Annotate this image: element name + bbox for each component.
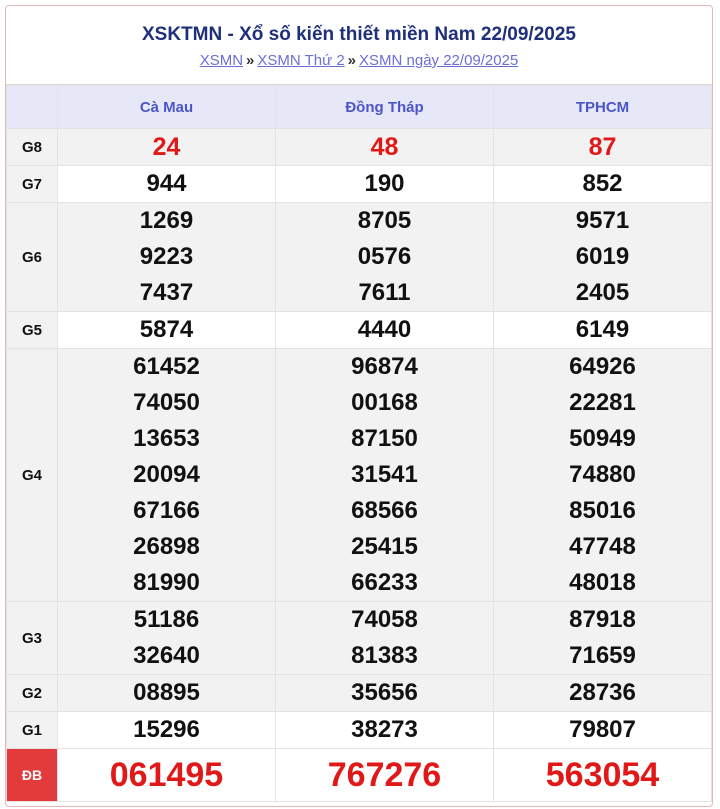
breadcrumb-xsmn-date-link[interactable]: XSMN ngày 22/09/2025 (359, 52, 519, 69)
result-number: 5874 (139, 316, 194, 343)
prize-label: G4 (7, 349, 58, 602)
result-number: 852 (582, 170, 623, 197)
prize-row-g4 (7, 349, 712, 602)
result-number: 00168 (351, 389, 418, 416)
result-cell (276, 349, 494, 602)
result-number: 31541 (351, 461, 418, 488)
result-cell (494, 712, 712, 749)
result-number: 190 (364, 170, 405, 197)
prize-row-g6 (7, 203, 712, 312)
result-cell (276, 749, 494, 802)
page-title: XSKTMN - Xổ số kiến thiết miền Nam 22/09/2025 (142, 24, 576, 45)
result-number: 48018 (569, 569, 636, 596)
province-tphcm[interactable]: TPHCM (494, 86, 712, 129)
result-cell (494, 349, 712, 602)
result-number: 38273 (351, 716, 418, 743)
result-cell (58, 602, 276, 675)
results-header (6, 6, 712, 85)
result-cell (494, 312, 712, 349)
result-cell (494, 129, 712, 166)
result-number: 25415 (351, 533, 418, 560)
result-number: 79807 (569, 716, 636, 743)
result-cell (58, 312, 276, 349)
result-number: 767276 (327, 756, 442, 794)
prize-label: G8 (7, 129, 58, 166)
result-number: 68566 (351, 497, 418, 524)
result-number: 47748 (569, 533, 636, 560)
result-number: 26898 (133, 533, 200, 560)
prize-row-g5 (7, 312, 712, 349)
result-number: 51186 (133, 606, 200, 633)
result-number: 0576 (357, 243, 412, 270)
province-dong-thap[interactable]: Đồng Tháp (276, 86, 494, 129)
result-cell (276, 602, 494, 675)
breadcrumb (6, 52, 712, 70)
prize-label: ĐB (7, 749, 58, 802)
result-number: 9571 (575, 207, 630, 234)
result-number: 6019 (575, 243, 630, 270)
result-number: 563054 (545, 756, 660, 794)
result-cell (58, 166, 276, 203)
result-number: 20094 (133, 461, 200, 488)
results-table (6, 85, 712, 802)
result-number: 1269 (139, 207, 194, 234)
result-number: 9223 (139, 243, 194, 270)
result-cell (276, 129, 494, 166)
result-number: 71659 (569, 642, 636, 669)
result-number: 35656 (351, 679, 418, 706)
result-cell (58, 749, 276, 802)
result-number: 87150 (351, 425, 418, 452)
result-cell (494, 675, 712, 712)
result-cell (494, 602, 712, 675)
result-number: 67166 (133, 497, 200, 524)
result-number: 74880 (569, 461, 636, 488)
province-header-row (7, 86, 712, 129)
result-number: 7611 (358, 279, 411, 306)
prize-label: G1 (7, 712, 58, 749)
result-number: 87 (588, 133, 617, 161)
result-number: 6149 (575, 316, 630, 343)
result-cell (58, 675, 276, 712)
result-number: 15296 (133, 716, 200, 743)
result-number: 64926 (569, 353, 636, 380)
result-number: 2405 (575, 279, 630, 306)
results-panel (5, 5, 713, 807)
prize-label: G2 (7, 675, 58, 712)
result-number: 08895 (133, 679, 200, 706)
breadcrumb-xsmn-thu2-link[interactable]: XSMN Thứ 2 (257, 52, 345, 69)
result-number: 96874 (351, 353, 418, 380)
result-number: 66233 (351, 569, 418, 596)
result-number: 32640 (133, 642, 200, 669)
result-number: 87918 (569, 606, 636, 633)
corner-cell (7, 86, 58, 129)
result-number: 74058 (351, 606, 418, 633)
breadcrumb-xsmn-link[interactable]: XSMN (199, 52, 244, 69)
result-cell (276, 166, 494, 203)
province-ca-mau[interactable]: Cà Mau (58, 86, 276, 129)
prize-row-g1 (7, 712, 712, 749)
result-cell (494, 203, 712, 312)
breadcrumb-separator: » (347, 52, 357, 69)
result-number: 061495 (109, 756, 224, 794)
result-cell (58, 203, 276, 312)
result-number: 81383 (351, 642, 418, 669)
result-number: 48 (370, 133, 399, 161)
prize-row-g8 (7, 129, 712, 166)
result-number: 24 (152, 133, 181, 161)
prize-label: G6 (7, 203, 58, 312)
result-number: 50949 (569, 425, 636, 452)
result-cell (494, 166, 712, 203)
result-cell (276, 203, 494, 312)
result-number: 4440 (357, 316, 412, 343)
result-number: 81990 (133, 569, 200, 596)
prize-row-g7 (7, 166, 712, 203)
result-cell (276, 312, 494, 349)
result-cell (58, 712, 276, 749)
prize-label: G3 (7, 602, 58, 675)
prize-label: G5 (7, 312, 58, 349)
result-number: 8705 (357, 207, 412, 234)
result-cell (276, 712, 494, 749)
result-cell (276, 675, 494, 712)
prize-row-g2 (7, 675, 712, 712)
result-number: 28736 (569, 679, 636, 706)
prize-label: G7 (7, 166, 58, 203)
prize-row-g3 (7, 602, 712, 675)
result-number: 85016 (569, 497, 636, 524)
result-cell (58, 349, 276, 602)
breadcrumb-separator: » (246, 52, 255, 69)
result-number: 22281 (569, 389, 636, 416)
result-number: 13653 (133, 425, 200, 452)
result-number: 944 (146, 170, 187, 197)
result-cell (58, 129, 276, 166)
result-number: 74050 (133, 389, 200, 416)
prize-row-db (7, 749, 712, 802)
result-number: 7437 (139, 279, 194, 306)
result-number: 61452 (133, 353, 200, 380)
result-cell (494, 749, 712, 802)
